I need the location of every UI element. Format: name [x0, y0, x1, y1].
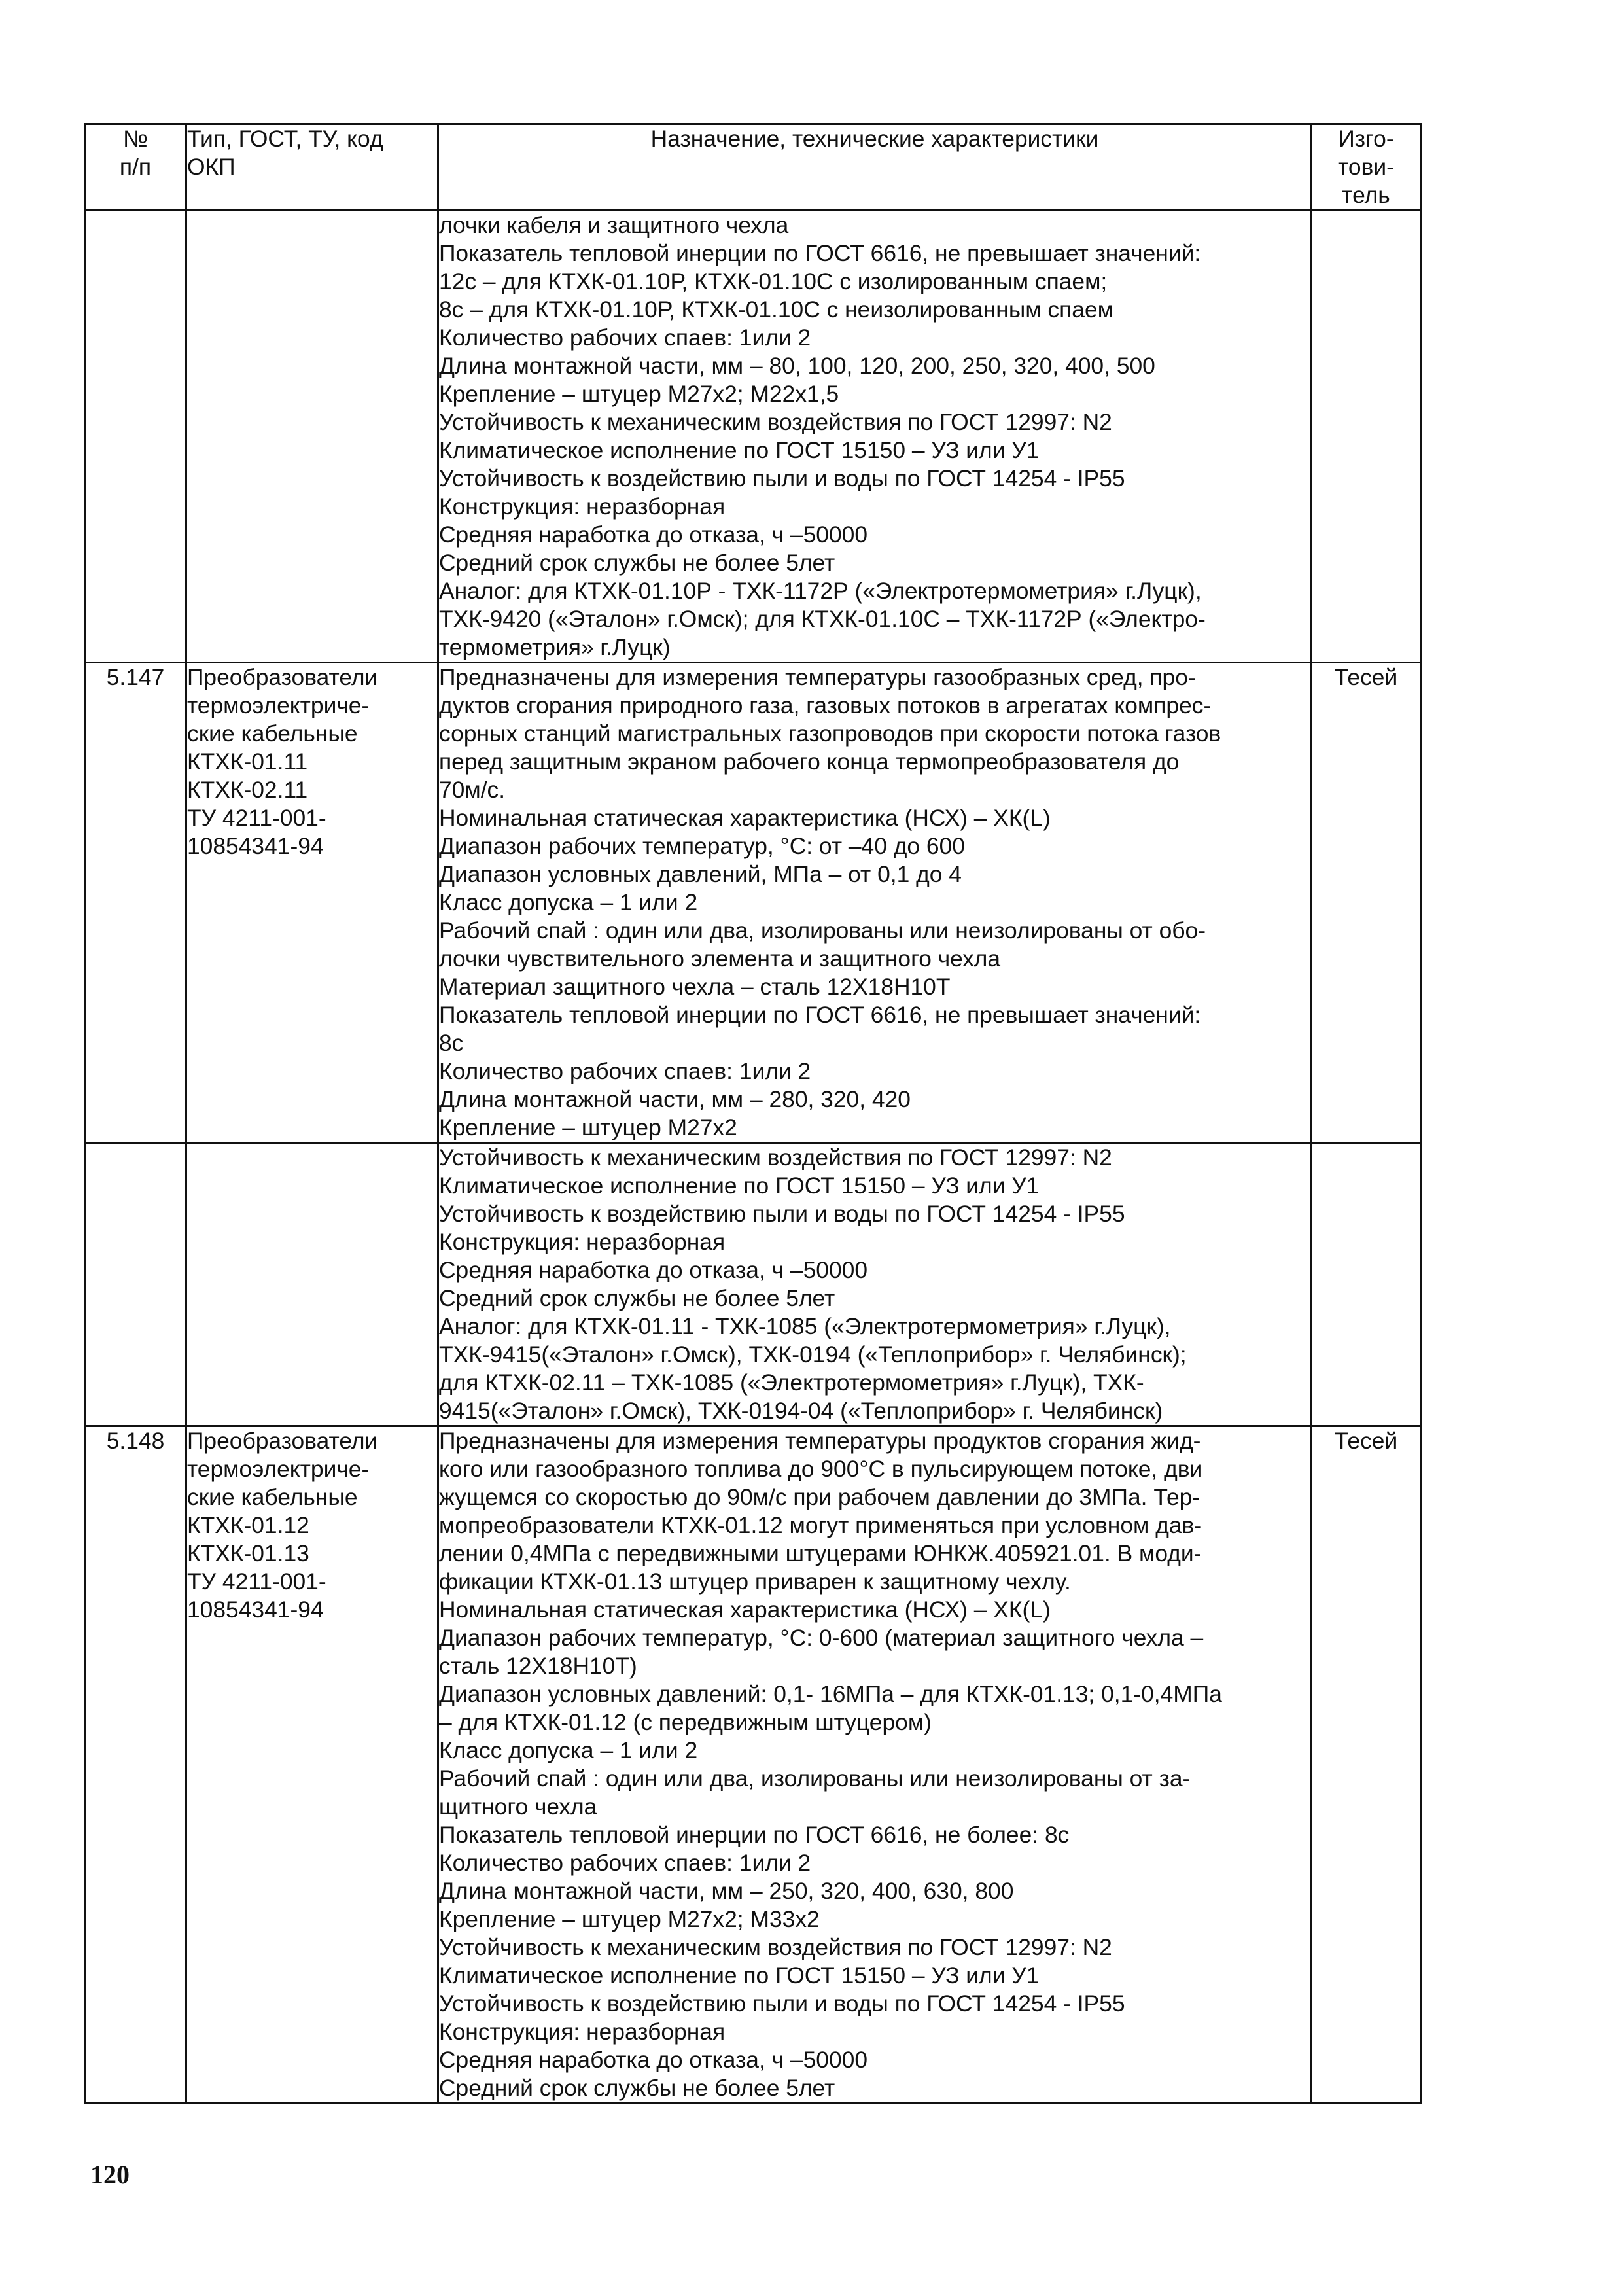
- row-number-cell: [85, 1426, 186, 2104]
- description-line: Крепление – штуцер М27х2; М33х2: [439, 1906, 820, 1932]
- description-line: Средняя наработка до отказа, ч –50000: [439, 1257, 868, 1283]
- description-line: Устойчивость к воздействию пыли и воды по ГОСТ 14254 - IP55: [439, 1201, 1125, 1227]
- description-line: Крепление – штуцер М27х2; М22х1,5: [439, 381, 839, 407]
- description-line: фикации КТХК-01.13 штуцер приварен к защитному чехлу.: [439, 1568, 1071, 1595]
- description-line: Показатель тепловой инерции по ГОСТ 6616, не более: 8с: [439, 1822, 1070, 1848]
- description-line: дуктов сгорания природного газа, газовых потоков в агрегатах компрес-: [439, 692, 1212, 718]
- description-line: Средняя наработка до отказа, ч –50000: [439, 2047, 868, 2073]
- description-line: – для КТХК-01.12 (с передвижным штуцером): [439, 1709, 932, 1735]
- table-row: [85, 211, 1421, 663]
- description-line: лочки чувствительного элемента и защитного чехла: [439, 945, 1001, 972]
- catalog-table: [84, 123, 1422, 2104]
- row-number: 5.147: [106, 664, 165, 690]
- description-line: Диапазон условных давлений, МПа – от 0,1 до 4: [439, 861, 962, 887]
- type-cell: [186, 663, 438, 1143]
- description-line: ТХК-9415(«Эталон» г.Омск), ТХК-0194 («Теплоприбор» г. Челябинск);: [439, 1341, 1187, 1368]
- type-line: КТХК-01.11: [187, 749, 308, 775]
- description-line: Предназначены для измерения температуры газообразных сред, про-: [439, 664, 1196, 690]
- type-cell: [186, 1426, 438, 2104]
- description-line: Рабочий спай : один или два, изолированы или неизолированы от за-: [439, 1765, 1191, 1792]
- description-line: щитного чехла: [439, 1793, 597, 1820]
- table-row: [85, 1426, 1421, 2104]
- description-line: перед защитным экраном рабочего конца термопреобразователя до: [439, 749, 1180, 775]
- type-cell: [186, 1143, 438, 1426]
- description-line: 8с – для КТХК-01.10Р, КТХК-01.10С с неизолированным спаем: [439, 296, 1113, 323]
- type-line: ские кабельные: [187, 720, 358, 747]
- description-line: Климатическое исполнение по ГОСТ 15150 – УЗ или У1: [439, 1962, 1040, 1988]
- header-description: Назначение, технические характеристики: [438, 124, 1312, 211]
- description-line: 9415(«Эталон» г.Омск), ТХК-0194-04 («Теплоприбор» г. Челябинск): [439, 1398, 1163, 1424]
- table-row: [85, 663, 1421, 1143]
- description-line: Аналог: для КТХК-01.10Р - ТХК-1172Р («Электротермометрия» г.Луцк),: [439, 578, 1202, 604]
- row-number: 5.148: [106, 1428, 165, 1454]
- type-line: Преобразователи: [187, 664, 378, 690]
- table-body: [85, 211, 1421, 2104]
- description-line: Средний срок службы не более 5лет: [439, 2075, 835, 2101]
- description-line: Длина монтажной части, мм – 280, 320, 420: [439, 1086, 911, 1112]
- type-line: КТХК-02.11: [187, 777, 308, 803]
- description-line: 70м/с.: [439, 777, 506, 803]
- description-line: Устойчивость к воздействию пыли и воды по ГОСТ 14254 - IP55: [439, 1990, 1125, 2017]
- type-cell: [186, 211, 438, 663]
- page-number: 120: [90, 2160, 130, 2189]
- header-manufacturer-line: тель: [1342, 182, 1390, 208]
- manufacturer-cell: [1312, 1143, 1421, 1426]
- description-line: Устойчивость к механическим воздействия по ГОСТ 12997: N2: [439, 409, 1112, 435]
- description-line: кого или газообразного топлива до 900°С в пульсирующем потоке, дви: [439, 1456, 1203, 1482]
- description-line: Материал защитного чехла – сталь 12Х18Н10Т: [439, 974, 951, 1000]
- description-line: Средний срок службы не более 5лет: [439, 1285, 835, 1311]
- manufacturer-name: Тесей: [1334, 664, 1398, 690]
- description-line: сорных станций магистральных газопроводов при скорости потока газов: [439, 720, 1221, 747]
- description-line: Средняя наработка до отказа, ч –50000: [439, 521, 868, 548]
- description-line: 8с: [439, 1030, 464, 1056]
- description-line: Крепление – штуцер М27х2: [439, 1114, 737, 1140]
- description-line: Номинальная статическая характеристика (НСХ) – ХК(L): [439, 1597, 1051, 1623]
- type-line: ские кабельные: [187, 1484, 358, 1510]
- type-line: термоэлектриче-: [187, 692, 370, 718]
- table-row: [85, 1143, 1421, 1426]
- header-manufacturer-line: тови-: [1338, 154, 1394, 180]
- description-line: для КТХК-02.11 – ТХК-1085 («Электротермометрия» г.Луцк), ТХК-: [439, 1369, 1144, 1396]
- description-cell: [438, 211, 1312, 663]
- description-line: Диапазон рабочих температур, °С: от –40 до 600: [439, 833, 965, 859]
- row-number-cell: [85, 663, 186, 1143]
- header-number-line: №: [123, 126, 148, 152]
- description-line: термометрия» г.Луцк): [439, 634, 671, 660]
- type-line: 10854341-94: [187, 833, 324, 859]
- manufacturer-name: Тесей: [1334, 1428, 1398, 1454]
- description-line: Конструкция: неразборная: [439, 493, 726, 520]
- description-line: Рабочий спай : один или два, изолированы или неизолированы от обо-: [439, 917, 1206, 944]
- description-line: Аналог: для КТХК-01.11 - ТХК-1085 («Электротермометрия» г.Луцк),: [439, 1313, 1171, 1339]
- description-line: сталь 12Х18Н10Т): [439, 1653, 637, 1679]
- description-line: Количество рабочих спаев: 1или 2: [439, 1058, 811, 1084]
- description-line: мопреобразователи КТХК-01.12 могут применяться при условном дав-: [439, 1512, 1202, 1538]
- header-manufacturer: [1312, 124, 1421, 211]
- description-line: Средний срок службы не более 5лет: [439, 550, 835, 576]
- description-line: Длина монтажной части, мм – 80, 100, 120, 200, 250, 320, 400, 500: [439, 353, 1155, 379]
- description-line: Предназначены для измерения температуры продуктов сгорания жид-: [439, 1428, 1201, 1454]
- manufacturer-cell: [1312, 1426, 1421, 2104]
- type-line: термоэлектриче-: [187, 1456, 370, 1482]
- description-line: Номинальная статическая характеристика (НСХ) – ХК(L): [439, 805, 1051, 831]
- header-number-line: п/п: [119, 154, 152, 180]
- row-number-cell: [85, 211, 186, 663]
- type-line: КТХК-01.13: [187, 1540, 309, 1566]
- row-number-cell: [85, 1143, 186, 1426]
- header-manufacturer-line: Изго-: [1338, 126, 1394, 152]
- description-line: 12с – для КТХК-01.10Р, КТХК-01.10С с изолированным спаем;: [439, 268, 1108, 294]
- description-line: лении 0,4МПа с передвижными штуцерами ЮНКЖ.405921.01. В моди-: [439, 1540, 1202, 1566]
- description-line: лочки кабеля и защитного чехла: [439, 212, 789, 238]
- description-line: жущемся со скоростью до 90м/с при рабочем давлении до 3МПа. Тер-: [439, 1484, 1200, 1510]
- description-line: Показатель тепловой инерции по ГОСТ 6616, не превышает значений:: [439, 240, 1201, 266]
- header-type-line: ОКП: [187, 154, 236, 180]
- type-line: ТУ 4211-001-: [187, 1568, 326, 1595]
- description-cell: [438, 663, 1312, 1143]
- manufacturer-cell: [1312, 211, 1421, 663]
- description-line: Климатическое исполнение по ГОСТ 15150 – УЗ или У1: [439, 437, 1040, 463]
- description-cell: [438, 1426, 1312, 2104]
- description-line: Устойчивость к воздействию пыли и воды по ГОСТ 14254 - IP55: [439, 465, 1125, 491]
- description-line: Диапазон рабочих температур, °С: 0-600 (материал защитного чехла –: [439, 1625, 1204, 1651]
- header-number: [85, 124, 186, 211]
- description-line: Конструкция: неразборная: [439, 2019, 726, 2045]
- header-row: [85, 124, 1421, 211]
- type-line: 10854341-94: [187, 1597, 324, 1623]
- type-line: КТХК-01.12: [187, 1512, 309, 1538]
- description-line: Устойчивость к механическим воздействия по ГОСТ 12997: N2: [439, 1934, 1112, 1960]
- header-type-line: Тип, ГОСТ, ТУ, код: [187, 126, 383, 152]
- description-line: Устойчивость к механическим воздействия по ГОСТ 12997: N2: [439, 1144, 1112, 1171]
- description-line: Конструкция: неразборная: [439, 1229, 726, 1255]
- description-line: Количество рабочих спаев: 1или 2: [439, 1850, 811, 1876]
- description-line: Показатель тепловой инерции по ГОСТ 6616, не превышает значений:: [439, 1002, 1201, 1028]
- description-line: Класс допуска – 1 или 2: [439, 1737, 698, 1763]
- header-type: [186, 124, 438, 211]
- description-line: Класс допуска – 1 или 2: [439, 889, 698, 915]
- description-line: Диапазон условных давлений: 0,1- 16МПа – для КТХК-01.13; 0,1-0,4МПа: [439, 1681, 1222, 1707]
- type-line: Преобразователи: [187, 1428, 378, 1454]
- description-line: Климатическое исполнение по ГОСТ 15150 – УЗ или У1: [439, 1173, 1040, 1199]
- manufacturer-cell: [1312, 663, 1421, 1143]
- description-cell: [438, 1143, 1312, 1426]
- description-line: Количество рабочих спаев: 1или 2: [439, 325, 811, 351]
- type-line: ТУ 4211-001-: [187, 805, 326, 831]
- description-line: Длина монтажной части, мм – 250, 320, 400, 630, 800: [439, 1878, 1014, 1904]
- description-line: ТХК-9420 («Эталон» г.Омск); для КТХК-01.10С – ТХК-1172Р («Электро-: [439, 606, 1206, 632]
